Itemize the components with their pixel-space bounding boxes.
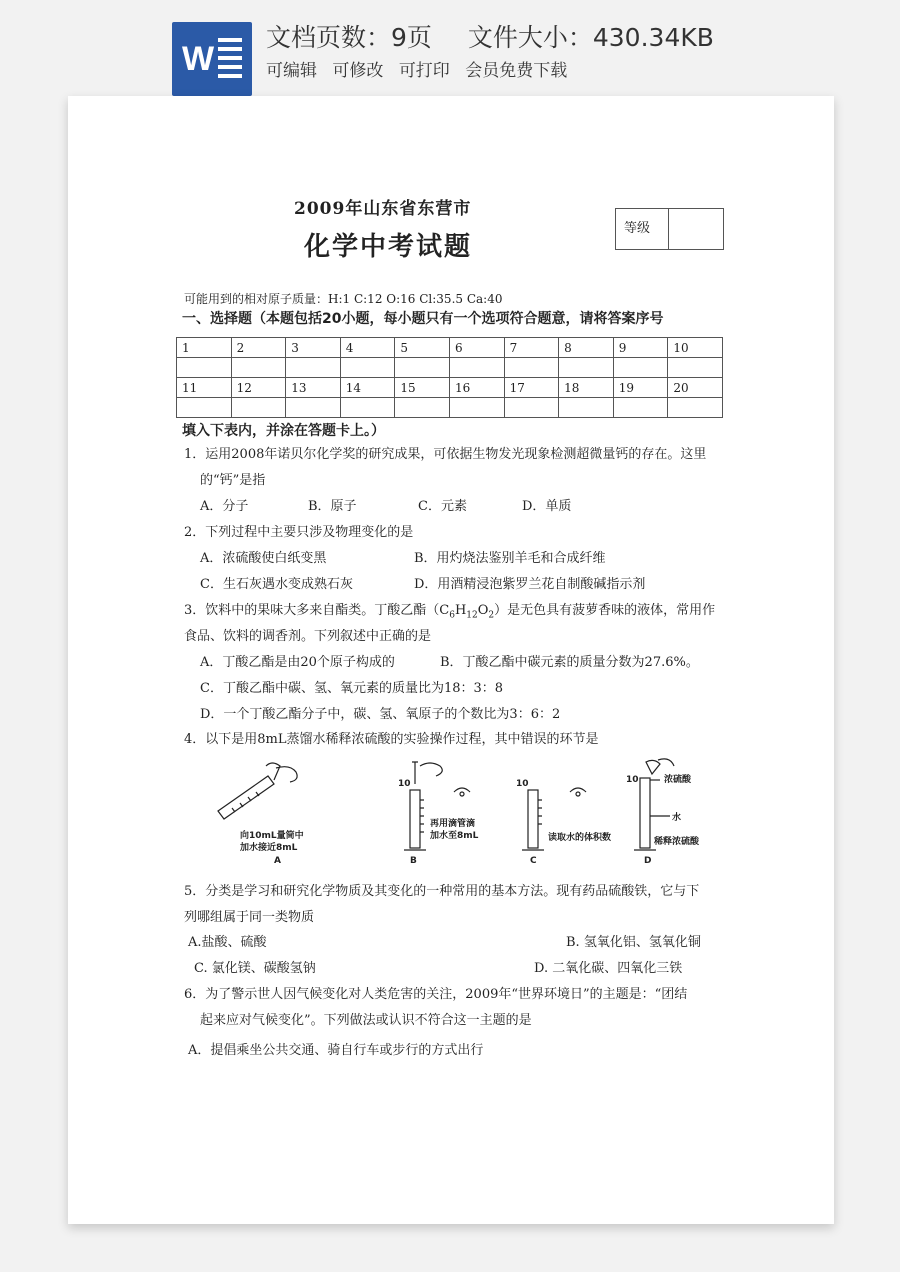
question-3-option-b: B．丁酸乙酯中碳元素的质量分数为27.6%。 bbox=[440, 655, 699, 670]
question-3-line-2: 食品、饮料的调香剂。下列叙述中正确的是 bbox=[184, 629, 432, 644]
file-size: 文件大小：430.34KB bbox=[467, 23, 714, 52]
figure-label-d: D bbox=[644, 856, 652, 866]
feature-printable: 可打印 bbox=[398, 61, 450, 81]
answer-cell-number: 19 bbox=[613, 378, 668, 398]
question-5-line-2: 列哪组属于同一类物质 bbox=[184, 910, 315, 925]
experiment-figure bbox=[208, 756, 700, 866]
header-banner bbox=[0, 0, 900, 96]
answer-cell-number: 12 bbox=[231, 378, 286, 398]
question-6-option-a: A．提倡乘坐公共交通、骑自行车或步行的方式出行 bbox=[188, 1043, 484, 1058]
answer-cell-number: 5 bbox=[395, 338, 450, 358]
answer-cell-number: 16 bbox=[449, 378, 504, 398]
question-1-option-c: C．元素 bbox=[418, 499, 467, 514]
answer-cell bbox=[340, 358, 395, 378]
figure-label-b: B bbox=[410, 856, 417, 866]
file-info bbox=[266, 18, 742, 54]
figure-d-caption: 稀释浓硫酸 bbox=[654, 837, 700, 847]
answer-cell-number: 3 bbox=[286, 338, 341, 358]
answer-cell-number: 7 bbox=[504, 338, 559, 358]
answer-cell bbox=[231, 358, 286, 378]
answer-cell bbox=[449, 398, 504, 418]
figure-d-water-label: 水 bbox=[672, 813, 682, 823]
question-4-line-1: 4．以下是用8mL蒸馏水稀释浓硫酸的实验操作过程，其中错误的环节是 bbox=[184, 732, 599, 747]
figure-a-cylinder bbox=[218, 763, 297, 819]
answer-cell bbox=[504, 398, 559, 418]
question-5-line-1: 5．分类是学习和研究化学物质及其变化的一种常用的基本方法。现有药品硫酸铁，它与下 bbox=[184, 884, 700, 899]
answer-cell-number: 6 bbox=[449, 338, 504, 358]
question-2-option-b: B．用灼烧法鉴别羊毛和合成纤维 bbox=[414, 551, 606, 566]
figure-label-c: C bbox=[530, 856, 537, 866]
question-2-line-1: 2．下列过程中主要只涉及物理变化的是 bbox=[184, 525, 414, 540]
year-title: 2009年山东省东营市 bbox=[294, 199, 472, 219]
answer-cell bbox=[613, 358, 668, 378]
answer-cell-number: 8 bbox=[559, 338, 614, 358]
fill-instruction: 填入下表内，并涂在答题卡上。） bbox=[182, 423, 385, 439]
answer-cell-number: 9 bbox=[613, 338, 668, 358]
question-6-line-2: 起来应对气候变化”。下列做法或认识不符合这一主题的是 bbox=[200, 1013, 532, 1028]
answer-cell-number: 1 bbox=[177, 338, 232, 358]
answer-cell-number: 13 bbox=[286, 378, 341, 398]
answer-cell bbox=[286, 398, 341, 418]
figure-a-caption-1: 向10mL量筒中 bbox=[240, 831, 304, 841]
question-2-option-c: C．生石灰遇水变成熟石灰 bbox=[200, 577, 353, 592]
answer-cell bbox=[177, 398, 232, 418]
feature-member-download: 会员免费下载 bbox=[465, 61, 568, 81]
answer-cell bbox=[504, 358, 559, 378]
question-1-option-b: B．原子 bbox=[308, 499, 357, 514]
figure-c-caption: 读取水的体积数 bbox=[548, 833, 612, 843]
answer-cell-number: 14 bbox=[340, 378, 395, 398]
figure-a-caption-2: 加水接近8mL bbox=[240, 843, 298, 853]
answer-table bbox=[176, 337, 723, 418]
answer-cell bbox=[668, 358, 723, 378]
answer-cell bbox=[449, 358, 504, 378]
feature-editable: 可编辑 bbox=[266, 61, 317, 81]
feature-modifiable: 可修改 bbox=[332, 61, 384, 81]
grade-label: 等级 bbox=[616, 209, 669, 249]
answer-cell bbox=[231, 398, 286, 418]
answer-cell-number: 20 bbox=[668, 378, 723, 398]
figure-d-acid-label: 浓硫酸 bbox=[664, 775, 692, 785]
section-heading: 一、选择题（本题包括20小题，每小题只有一个选项符合题意，请将答案序号 bbox=[182, 311, 664, 327]
answer-cell bbox=[613, 398, 668, 418]
answer-cell-number: 11 bbox=[177, 378, 232, 398]
question-5-option-c: C. 氯化镁、碳酸氢钠 bbox=[194, 961, 316, 976]
figure-d-tick: 10 bbox=[626, 775, 639, 785]
question-3-option-d: D．一个丁酸乙酯分子中，碳、氢、氧原子的个数比为3：6：2 bbox=[200, 707, 561, 722]
answer-cell bbox=[177, 358, 232, 378]
answer-cell-number: 17 bbox=[504, 378, 559, 398]
question-1-line-1: 1．运用2008年诺贝尔化学奖的研究成果，可依据生物发光现象检测超微量钙的存在。这里 bbox=[184, 447, 707, 462]
document-page bbox=[68, 96, 834, 1224]
answer-cell bbox=[395, 358, 450, 378]
question-3-option-c: C．丁酸乙酯中碳、氢、氧元素的质量比为18：3：8 bbox=[200, 681, 504, 696]
question-1-line-2: 的“钙”是指 bbox=[200, 473, 266, 488]
answer-cell-number: 4 bbox=[340, 338, 395, 358]
question-1-option-a: A．分子 bbox=[200, 499, 249, 514]
question-3-option-a: A．丁酸乙酯是由20个原子构成的 bbox=[200, 655, 395, 670]
page-count: 文档页数：9页 bbox=[266, 23, 432, 52]
answer-cell-number: 15 bbox=[395, 378, 450, 398]
figure-c-tick: 10 bbox=[516, 779, 529, 789]
feature-list bbox=[266, 56, 577, 81]
question-5-option-d: D. 二氧化碳、四氧化三铁 bbox=[534, 961, 683, 976]
question-6-line-1: 6．为了警示世人因气候变化对人类危害的关注，2009年“世界环境日”的主题是：“团结 bbox=[184, 987, 688, 1002]
figure-b-caption-2: 加水至8mL bbox=[430, 831, 479, 841]
question-2-option-d: D．用酒精浸泡紫罗兰花自制酸碱指示剂 bbox=[414, 577, 646, 592]
grade-value bbox=[669, 209, 723, 249]
answer-cell bbox=[559, 358, 614, 378]
answer-cell-number: 18 bbox=[559, 378, 614, 398]
figure-b-tick: 10 bbox=[398, 779, 411, 789]
answer-cell bbox=[559, 398, 614, 418]
question-5-option-a: A.盐酸、硫酸 bbox=[188, 935, 267, 950]
atomic-masses: 可能用到的相对原子质量：H:1 C:12 O:16 Cl:35.5 Ca:40 bbox=[184, 292, 503, 306]
question-5-option-b: B. 氢氧化铝、氢氧化铜 bbox=[566, 935, 701, 950]
answer-cell bbox=[395, 398, 450, 418]
answer-cell bbox=[668, 398, 723, 418]
question-1-option-d: D．单质 bbox=[522, 499, 572, 514]
answer-cell-number: 10 bbox=[668, 338, 723, 358]
question-2-option-a: A．浓硫酸使白纸变黑 bbox=[200, 551, 327, 566]
question-3-line-1: 3．饮料中的果味大多来自酯类。丁酸乙酯$(C_6H_{12}O_2)$是无色具有菠萝香味的液体，常用作 bbox=[184, 603, 716, 621]
page-title: 化学中考试题 bbox=[304, 232, 473, 262]
answer-cell-number: 2 bbox=[231, 338, 286, 358]
grade-box bbox=[615, 208, 724, 250]
figure-b-caption-1: 再用滴管滴 bbox=[430, 819, 476, 829]
figure-label-a: A bbox=[274, 856, 281, 866]
word-icon: W bbox=[172, 22, 252, 96]
answer-cell bbox=[286, 358, 341, 378]
answer-cell bbox=[340, 398, 395, 418]
